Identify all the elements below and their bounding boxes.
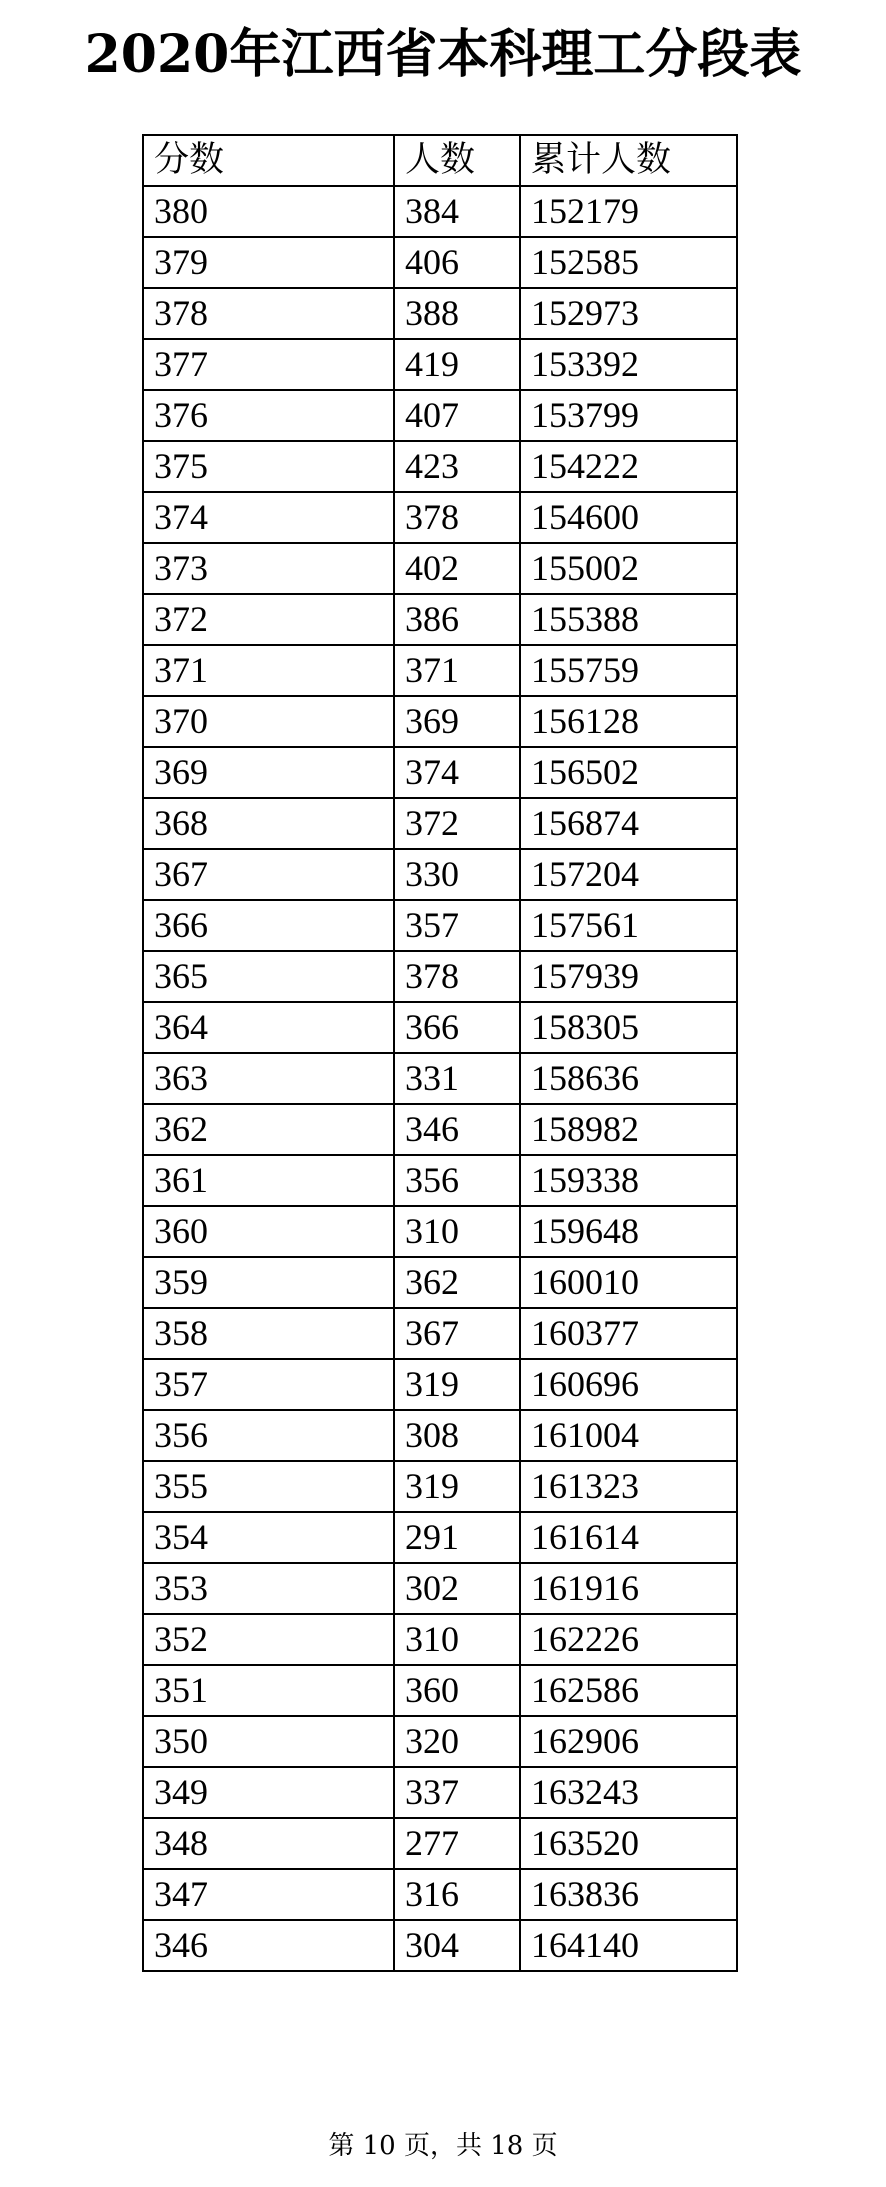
table-row [143, 1053, 737, 1104]
count-cell: 330 [394, 849, 520, 900]
count-cell: 423 [394, 441, 520, 492]
count-cell: 291 [394, 1512, 520, 1563]
table-row [143, 1512, 737, 1563]
table-row [143, 390, 737, 441]
table-row [143, 543, 737, 594]
count-cell: 320 [394, 1716, 520, 1767]
count-cell: 356 [394, 1155, 520, 1206]
count-cell: 357 [394, 900, 520, 951]
cumulative-count-cell: 153392 [520, 339, 737, 390]
table-row [143, 492, 737, 543]
score-cell: 348 [143, 1818, 394, 1869]
count-cell: 319 [394, 1359, 520, 1410]
cumulative-count-cell: 157939 [520, 951, 737, 1002]
cumulative-count-cell: 158636 [520, 1053, 737, 1104]
cumulative-count-cell: 154222 [520, 441, 737, 492]
count-cell: 388 [394, 288, 520, 339]
score-cell: 372 [143, 594, 394, 645]
table-row [143, 900, 737, 951]
cumulative-count-cell: 160010 [520, 1257, 737, 1308]
score-cell: 354 [143, 1512, 394, 1563]
score-cell: 369 [143, 747, 394, 798]
table-row [143, 1920, 737, 1971]
score-cell: 363 [143, 1053, 394, 1104]
cumulative-count-cell: 154600 [520, 492, 737, 543]
cumulative-count-cell: 163243 [520, 1767, 737, 1818]
cumulative-count-cell: 163836 [520, 1869, 737, 1920]
score-cell: 379 [143, 237, 394, 288]
score-cell: 365 [143, 951, 394, 1002]
score-cell: 353 [143, 1563, 394, 1614]
cumulative-count-cell: 159648 [520, 1206, 737, 1257]
table-row [143, 849, 737, 900]
score-cell: 362 [143, 1104, 394, 1155]
score-cell: 352 [143, 1614, 394, 1665]
cumulative-count-cell: 152179 [520, 186, 737, 237]
count-cell: 372 [394, 798, 520, 849]
header-cumulative-count: 累计人数 [520, 135, 737, 186]
table-row [143, 237, 737, 288]
count-cell: 316 [394, 1869, 520, 1920]
cumulative-count-cell: 160696 [520, 1359, 737, 1410]
score-distribution-table [142, 134, 738, 1972]
table-row [143, 951, 737, 1002]
cumulative-count-cell: 157204 [520, 849, 737, 900]
table-row [143, 339, 737, 390]
table-row [143, 1308, 737, 1359]
count-cell: 369 [394, 696, 520, 747]
table-body [143, 186, 737, 1971]
table-row [143, 1614, 737, 1665]
cumulative-count-cell: 152585 [520, 237, 737, 288]
count-cell: 362 [394, 1257, 520, 1308]
table-row [143, 798, 737, 849]
cumulative-count-cell: 161323 [520, 1461, 737, 1512]
table-row [143, 1869, 737, 1920]
cumulative-count-cell: 159338 [520, 1155, 737, 1206]
score-cell: 364 [143, 1002, 394, 1053]
count-cell: 366 [394, 1002, 520, 1053]
score-cell: 374 [143, 492, 394, 543]
score-cell: 346 [143, 1920, 394, 1971]
score-cell: 375 [143, 441, 394, 492]
cumulative-count-cell: 156874 [520, 798, 737, 849]
cumulative-count-cell: 158305 [520, 1002, 737, 1053]
count-cell: 402 [394, 543, 520, 594]
table-row [143, 1818, 737, 1869]
score-cell: 349 [143, 1767, 394, 1818]
count-cell: 371 [394, 645, 520, 696]
header-count: 人数 [394, 135, 520, 186]
score-cell: 371 [143, 645, 394, 696]
document-title: 2020年江西省本科理工分段表 [84, 24, 802, 85]
table-row [143, 1257, 737, 1308]
table-header-row [143, 135, 737, 186]
score-cell: 368 [143, 798, 394, 849]
score-cell: 357 [143, 1359, 394, 1410]
cumulative-count-cell: 155759 [520, 645, 737, 696]
score-cell: 347 [143, 1869, 394, 1920]
cumulative-count-cell: 161916 [520, 1563, 737, 1614]
table-row [143, 288, 737, 339]
table-row [143, 1002, 737, 1053]
table-row [143, 645, 737, 696]
cumulative-count-cell: 158982 [520, 1104, 737, 1155]
count-cell: 386 [394, 594, 520, 645]
score-cell: 361 [143, 1155, 394, 1206]
cumulative-count-cell: 157561 [520, 900, 737, 951]
table-row [143, 1104, 737, 1155]
table-row [143, 696, 737, 747]
table-row [143, 1155, 737, 1206]
count-cell: 346 [394, 1104, 520, 1155]
count-cell: 378 [394, 951, 520, 1002]
count-cell: 302 [394, 1563, 520, 1614]
table-row [143, 594, 737, 645]
score-cell: 350 [143, 1716, 394, 1767]
score-cell: 380 [143, 186, 394, 237]
score-cell: 351 [143, 1665, 394, 1716]
table-row [143, 1767, 737, 1818]
count-cell: 277 [394, 1818, 520, 1869]
count-cell: 308 [394, 1410, 520, 1461]
score-cell: 378 [143, 288, 394, 339]
score-cell: 360 [143, 1206, 394, 1257]
cumulative-count-cell: 160377 [520, 1308, 737, 1359]
count-cell: 310 [394, 1614, 520, 1665]
cumulative-count-cell: 155002 [520, 543, 737, 594]
cumulative-count-cell: 155388 [520, 594, 737, 645]
cumulative-count-cell: 161614 [520, 1512, 737, 1563]
count-cell: 406 [394, 237, 520, 288]
count-cell: 378 [394, 492, 520, 543]
cumulative-count-cell: 156502 [520, 747, 737, 798]
count-cell: 310 [394, 1206, 520, 1257]
count-cell: 374 [394, 747, 520, 798]
table-row [143, 747, 737, 798]
table-row [143, 1716, 737, 1767]
score-cell: 359 [143, 1257, 394, 1308]
table-row [143, 1206, 737, 1257]
count-cell: 367 [394, 1308, 520, 1359]
cumulative-count-cell: 161004 [520, 1410, 737, 1461]
cumulative-count-cell: 163520 [520, 1818, 737, 1869]
table-row [143, 1410, 737, 1461]
cumulative-count-cell: 164140 [520, 1920, 737, 1971]
table-row [143, 1461, 737, 1512]
count-cell: 384 [394, 186, 520, 237]
table-row [143, 441, 737, 492]
score-cell: 358 [143, 1308, 394, 1359]
count-cell: 407 [394, 390, 520, 441]
table-row [143, 1665, 737, 1716]
score-cell: 370 [143, 696, 394, 747]
score-cell: 377 [143, 339, 394, 390]
cumulative-count-cell: 152973 [520, 288, 737, 339]
score-cell: 355 [143, 1461, 394, 1512]
score-cell: 356 [143, 1410, 394, 1461]
header-score: 分数 [143, 135, 394, 186]
count-cell: 319 [394, 1461, 520, 1512]
count-cell: 331 [394, 1053, 520, 1104]
cumulative-count-cell: 162906 [520, 1716, 737, 1767]
cumulative-count-cell: 162226 [520, 1614, 737, 1665]
cumulative-count-cell: 153799 [520, 390, 737, 441]
count-cell: 419 [394, 339, 520, 390]
score-cell: 376 [143, 390, 394, 441]
cumulative-count-cell: 156128 [520, 696, 737, 747]
count-cell: 304 [394, 1920, 520, 1971]
score-cell: 366 [143, 900, 394, 951]
score-cell: 367 [143, 849, 394, 900]
count-cell: 360 [394, 1665, 520, 1716]
table-row [143, 1359, 737, 1410]
table-row [143, 186, 737, 237]
page-footer: 第 10 页，共 18 页 [328, 2131, 558, 2161]
score-cell: 373 [143, 543, 394, 594]
cumulative-count-cell: 162586 [520, 1665, 737, 1716]
count-cell: 337 [394, 1767, 520, 1818]
table-row [143, 1563, 737, 1614]
